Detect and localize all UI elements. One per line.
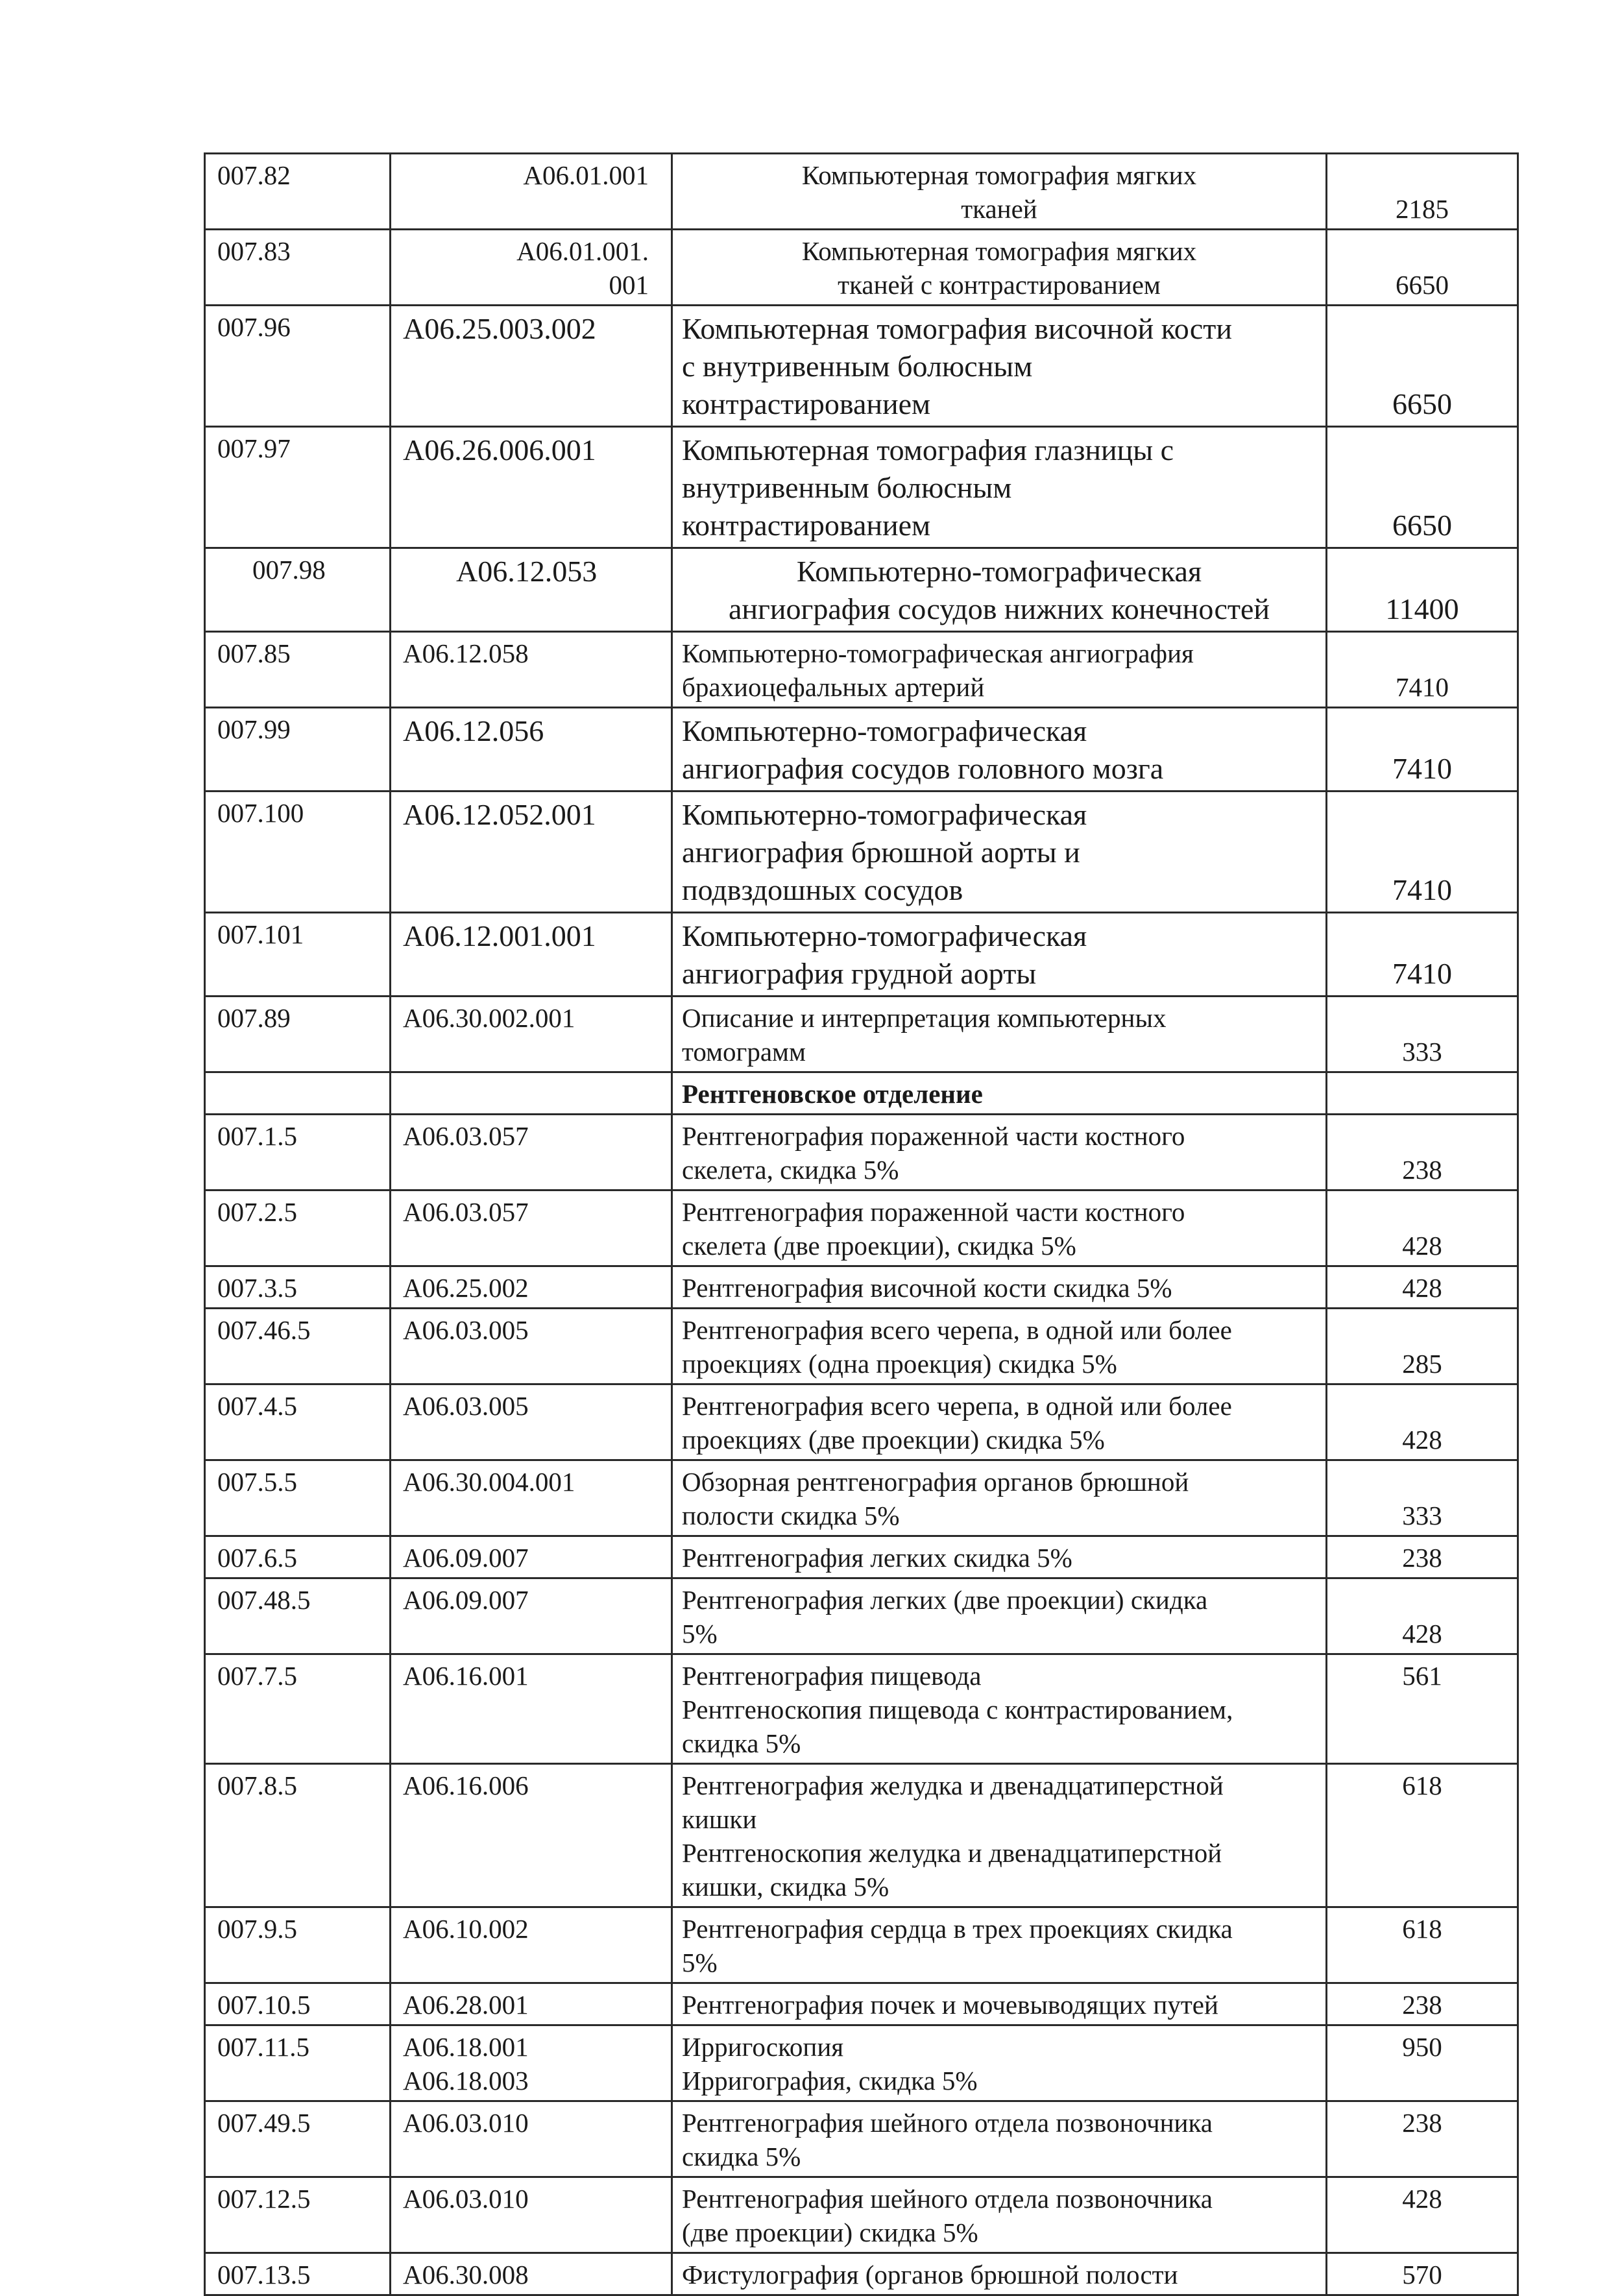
- service-code: A06.12.058: [403, 638, 529, 668]
- service-code-cell: [391, 1460, 672, 1536]
- service-code-cell: [391, 154, 672, 230]
- service-name-line: скидка 5%: [682, 2142, 801, 2171]
- service-code: A06.18.003: [403, 2066, 529, 2096]
- service-number-cell: 007.101: [205, 913, 391, 997]
- price-table: [204, 152, 1519, 2296]
- service-name-cell: [672, 1309, 1327, 1384]
- section-heading: Рентгеновское отделение: [682, 1079, 983, 1109]
- table-row: [205, 2101, 1518, 2177]
- service-name-line: Рентгенография легких (две проекции) скидка: [682, 1585, 1208, 1615]
- service-name-line: тканей с контрастированием: [838, 270, 1161, 300]
- service-price-cell: 238: [1327, 1536, 1518, 1578]
- service-price-cell: 238: [1327, 1115, 1518, 1190]
- service-price-cell: 570: [1327, 2253, 1518, 2295]
- service-name-cell: [672, 548, 1327, 632]
- service-code: A06.03.005: [403, 1315, 529, 1345]
- service-name-line: Компьютерно-томографическая: [796, 555, 1202, 588]
- service-name-line: тканей: [961, 194, 1037, 224]
- service-code-cell: [391, 792, 672, 913]
- service-name-line: 5%: [682, 1948, 718, 1977]
- service-name-cell: [672, 1536, 1327, 1578]
- service-code: A06.01.001: [523, 160, 649, 190]
- service-name-cell: [672, 2025, 1327, 2101]
- service-code-cell: [391, 1654, 672, 1764]
- service-name-cell: [672, 1460, 1327, 1536]
- table-row: [205, 548, 1518, 632]
- service-code: A06.10.002: [403, 1914, 529, 1944]
- service-name-cell: [672, 1654, 1327, 1764]
- service-code: A06.03.010: [403, 2184, 529, 2214]
- service-code-cell: [391, 708, 672, 792]
- service-name-line: Компьютерно-томографическая: [682, 919, 1087, 952]
- service-name-line: Рентгенография желудка и двенадцатиперстной: [682, 1770, 1224, 1800]
- service-code: A06.09.007: [403, 1543, 529, 1573]
- table-row: [205, 997, 1518, 1072]
- service-number-cell: 007.99: [205, 708, 391, 792]
- service-code-cell: [391, 1072, 672, 1115]
- service-code-cell: [391, 306, 672, 427]
- service-number-cell: 007.100: [205, 792, 391, 913]
- service-code: A06.03.005: [403, 1391, 529, 1421]
- service-number-cell: 007.48.5: [205, 1578, 391, 1654]
- service-name-line: Ирригоскопия: [682, 2032, 844, 2062]
- service-code: A06.03.010: [403, 2108, 529, 2138]
- service-price-cell: 238: [1327, 1983, 1518, 2025]
- service-number-cell: 007.12.5: [205, 2177, 391, 2253]
- table-row: [205, 632, 1518, 708]
- table-row: [205, 1764, 1518, 1907]
- service-code: A06.30.004.001: [403, 1467, 575, 1497]
- service-name-line: Рентгенография шейного отдела позвоночника: [682, 2108, 1213, 2138]
- service-price-cell: 428: [1327, 2177, 1518, 2253]
- service-number-cell: 007.1.5: [205, 1115, 391, 1190]
- price-table-body: [205, 154, 1518, 2295]
- service-number-cell: 007.96: [205, 306, 391, 427]
- service-name-line: брахиоцефальных артерий: [682, 672, 985, 702]
- service-code: A06.30.002.001: [403, 1003, 575, 1033]
- service-name-cell: [672, 1115, 1327, 1190]
- service-name-line: Рентгенография височной кости скидка 5%: [682, 1273, 1172, 1303]
- service-code-cell: [391, 1190, 672, 1266]
- service-price-cell: 428: [1327, 1578, 1518, 1654]
- service-price-cell: 11400: [1327, 548, 1518, 632]
- table-row: [205, 2177, 1518, 2253]
- service-code: A06.01.001.: [516, 236, 649, 266]
- service-name-cell: [672, 154, 1327, 230]
- table-row: [205, 1309, 1518, 1384]
- table-row: [205, 1460, 1518, 1536]
- service-code-cell: [391, 230, 672, 306]
- service-name-line: (две проекции) скидка 5%: [682, 2217, 978, 2247]
- service-name-line: Рентгенография пищевода: [682, 1661, 982, 1691]
- service-name-line: контрастированием: [682, 509, 931, 542]
- service-name-cell: [672, 1072, 1327, 1115]
- table-row: [205, 306, 1518, 427]
- service-number-cell: 007.13.5: [205, 2253, 391, 2295]
- service-name-cell: [672, 708, 1327, 792]
- service-code-cell: [391, 2253, 672, 2295]
- service-number-cell: 007.7.5: [205, 1654, 391, 1764]
- service-code-cell: [391, 1983, 672, 2025]
- table-row: [205, 1072, 1518, 1115]
- service-name-line: полости скидка 5%: [682, 1501, 900, 1530]
- service-number-cell: 007.11.5: [205, 2025, 391, 2101]
- service-number-cell: 007.83: [205, 230, 391, 306]
- service-name-cell: [672, 2101, 1327, 2177]
- service-name-line: Компьютерно-томографическая ангиография: [682, 638, 1194, 668]
- service-code: A06.28.001: [403, 1990, 529, 2020]
- service-name-line: Рентгеноскопия пищевода с контрастированием,: [682, 1695, 1233, 1724]
- service-name-line: Компьютерно-томографическая: [682, 714, 1087, 747]
- service-code-cell: [391, 427, 672, 548]
- service-code: A06.16.006: [403, 1770, 529, 1800]
- service-code: A06.03.057: [403, 1197, 529, 1227]
- service-name-line: ангиография сосудов нижних конечностей: [728, 592, 1270, 625]
- service-name-line: проекциях (одна проекция) скидка 5%: [682, 1349, 1117, 1379]
- table-row: [205, 230, 1518, 306]
- service-name-line: проекциях (две проекции) скидка 5%: [682, 1425, 1105, 1455]
- service-number-cell: 007.8.5: [205, 1764, 391, 1907]
- service-name-line: Рентгенография всего черепа, в одной или более: [682, 1391, 1232, 1421]
- service-name-line: скелета, скидка 5%: [682, 1155, 899, 1185]
- service-number-cell: [205, 1072, 391, 1115]
- service-code-cell: [391, 997, 672, 1072]
- service-name-line: Описание и интерпретация компьютерных: [682, 1003, 1167, 1033]
- service-code: A06.25.002: [403, 1273, 529, 1303]
- service-price-cell: 950: [1327, 2025, 1518, 2101]
- service-name-line: Фистулография (органов брюшной полости: [682, 2260, 1178, 2290]
- service-number-cell: 007.10.5: [205, 1983, 391, 2025]
- service-number-cell: 007.85: [205, 632, 391, 708]
- service-code-cell: [391, 2177, 672, 2253]
- service-number-cell: 007.97: [205, 427, 391, 548]
- service-name-line: Рентгенография почек и мочевыводящих путей: [682, 1990, 1218, 2020]
- service-code: A06.09.007: [403, 1585, 529, 1615]
- table-row: [205, 1536, 1518, 1578]
- service-code: A06.26.006.001: [403, 433, 596, 466]
- service-number-cell: 007.2.5: [205, 1190, 391, 1266]
- service-name-line: с внутривенным болюсным: [682, 350, 1033, 383]
- service-name-cell: [672, 1764, 1327, 1907]
- service-name-line: подвздошных сосудов: [682, 873, 963, 906]
- service-number-cell: 007.89: [205, 997, 391, 1072]
- service-name-line: томограмм: [682, 1037, 806, 1067]
- service-price-cell: 333: [1327, 997, 1518, 1072]
- service-name-line: кишки, скидка 5%: [682, 1872, 889, 1902]
- service-name-line: Рентгенография шейного отдела позвоночника: [682, 2184, 1213, 2214]
- service-name-cell: [672, 1384, 1327, 1460]
- service-code-cell: [391, 1115, 672, 1190]
- table-row: [205, 913, 1518, 997]
- table-row: [205, 2253, 1518, 2295]
- service-name-line: Компьютерно-томографическая: [682, 798, 1087, 831]
- service-name-line: Рентгенография сердца в трех проекциях скидка: [682, 1914, 1233, 1944]
- service-number-cell: 007.49.5: [205, 2101, 391, 2177]
- table-row: [205, 1907, 1518, 1983]
- service-number-cell: 007.9.5: [205, 1907, 391, 1983]
- service-name-cell: [672, 632, 1327, 708]
- service-name-cell: [672, 427, 1327, 548]
- service-code-cell: [391, 1266, 672, 1309]
- service-code-cell: [391, 548, 672, 632]
- service-code-cell: [391, 632, 672, 708]
- table-row: [205, 1983, 1518, 2025]
- service-name-cell: [672, 1190, 1327, 1266]
- service-price-cell: 7410: [1327, 913, 1518, 997]
- service-code: A06.16.001: [403, 1661, 529, 1691]
- service-name-line: Обзорная рентгенография органов брюшной: [682, 1467, 1189, 1497]
- service-name-line: контрастированием: [682, 387, 931, 420]
- service-price-cell: 6650: [1327, 306, 1518, 427]
- service-name-cell: [672, 997, 1327, 1072]
- service-price-cell: 618: [1327, 1764, 1518, 1907]
- price-list-page: [204, 152, 1517, 2296]
- service-name-cell: [672, 913, 1327, 997]
- service-price-cell: 285: [1327, 1309, 1518, 1384]
- table-row: [205, 154, 1518, 230]
- service-code: A06.12.056: [403, 714, 544, 747]
- service-code-cell: [391, 2101, 672, 2177]
- table-row: [205, 427, 1518, 548]
- service-name-cell: [672, 1266, 1327, 1309]
- service-code-cell: [391, 913, 672, 997]
- service-name-line: Компьютерная томография мягких: [801, 160, 1197, 190]
- service-price-cell: 6650: [1327, 427, 1518, 548]
- service-price-cell: 561: [1327, 1654, 1518, 1764]
- service-name-line: Компьютерная томография глазницы с: [682, 433, 1174, 466]
- table-row: [205, 1266, 1518, 1309]
- service-name-line: ангиография брюшной аорты и: [682, 836, 1080, 869]
- service-number-cell: 007.5.5: [205, 1460, 391, 1536]
- service-price-cell: 428: [1327, 1266, 1518, 1309]
- table-row: [205, 792, 1518, 913]
- service-name-line: Рентгенография всего черепа, в одной или более: [682, 1315, 1232, 1345]
- service-price-cell: 333: [1327, 1460, 1518, 1536]
- service-name-line: скелета (две проекции), скидка 5%: [682, 1231, 1076, 1261]
- service-code-cell: [391, 1536, 672, 1578]
- service-price-cell: 428: [1327, 1384, 1518, 1460]
- service-name-cell: [672, 230, 1327, 306]
- table-row: [205, 1115, 1518, 1190]
- service-code: A06.18.001: [403, 2032, 529, 2062]
- service-name-line: ангиография грудной аорты: [682, 957, 1037, 990]
- service-name-line: внутривенным болюсным: [682, 471, 1012, 504]
- service-name-cell: [672, 1983, 1327, 2025]
- service-name-line: Рентгенография пораженной части костного: [682, 1121, 1185, 1151]
- service-name-line: Ирригография, скидка 5%: [682, 2066, 978, 2096]
- service-name-line: Рентгенография легких скидка 5%: [682, 1543, 1072, 1573]
- service-code: A06.12.001.001: [403, 919, 596, 952]
- service-price-cell: 7410: [1327, 632, 1518, 708]
- service-number-cell: 007.6.5: [205, 1536, 391, 1578]
- service-code-cell: [391, 1309, 672, 1384]
- service-price-cell: 618: [1327, 1907, 1518, 1983]
- service-code: 001: [609, 270, 649, 300]
- table-row: [205, 1654, 1518, 1764]
- service-name-line: кишки: [682, 1804, 757, 1834]
- table-row: [205, 1384, 1518, 1460]
- service-name-cell: [672, 1907, 1327, 1983]
- service-price-cell: [1327, 1072, 1518, 1115]
- table-row: [205, 708, 1518, 792]
- service-price-cell: 7410: [1327, 792, 1518, 913]
- service-code: A06.12.053: [456, 555, 598, 588]
- service-number-cell: 007.98: [205, 548, 391, 632]
- service-price-cell: 428: [1327, 1190, 1518, 1266]
- service-name-line: Рентгенография пораженной части костного: [682, 1197, 1185, 1227]
- service-price-cell: 6650: [1327, 230, 1518, 306]
- table-row: [205, 1190, 1518, 1266]
- service-number-cell: 007.3.5: [205, 1266, 391, 1309]
- service-name-cell: [672, 792, 1327, 913]
- service-number-cell: 007.82: [205, 154, 391, 230]
- service-code-cell: [391, 2025, 672, 2101]
- table-row: [205, 2025, 1518, 2101]
- service-name-cell: [672, 306, 1327, 427]
- service-code: A06.12.052.001: [403, 798, 596, 831]
- service-price-cell: 2185: [1327, 154, 1518, 230]
- service-price-cell: 7410: [1327, 708, 1518, 792]
- service-number-cell: 007.46.5: [205, 1309, 391, 1384]
- service-name-cell: [672, 1578, 1327, 1654]
- service-name-line: ангиография сосудов головного мозга: [682, 752, 1164, 785]
- service-code: A06.03.057: [403, 1121, 529, 1151]
- service-price-cell: 238: [1327, 2101, 1518, 2177]
- service-name-cell: [672, 2253, 1327, 2295]
- service-name-line: Компьютерная томография мягких: [801, 236, 1197, 266]
- service-name-line: скидка 5%: [682, 1728, 801, 1758]
- service-name-cell: [672, 2177, 1327, 2253]
- service-number-cell: 007.4.5: [205, 1384, 391, 1460]
- service-code-cell: [391, 1907, 672, 1983]
- service-name-line: 5%: [682, 1619, 718, 1649]
- service-code: A06.30.008: [403, 2260, 529, 2290]
- service-name-line: Компьютерная томография височной кости: [682, 312, 1233, 345]
- service-code-cell: [391, 1764, 672, 1907]
- service-code-cell: [391, 1384, 672, 1460]
- service-code: A06.25.003.002: [403, 312, 596, 345]
- service-code-cell: [391, 1578, 672, 1654]
- table-row: [205, 1578, 1518, 1654]
- service-name-line: Рентгеноскопия желудка и двенадцатиперстной: [682, 1838, 1222, 1868]
